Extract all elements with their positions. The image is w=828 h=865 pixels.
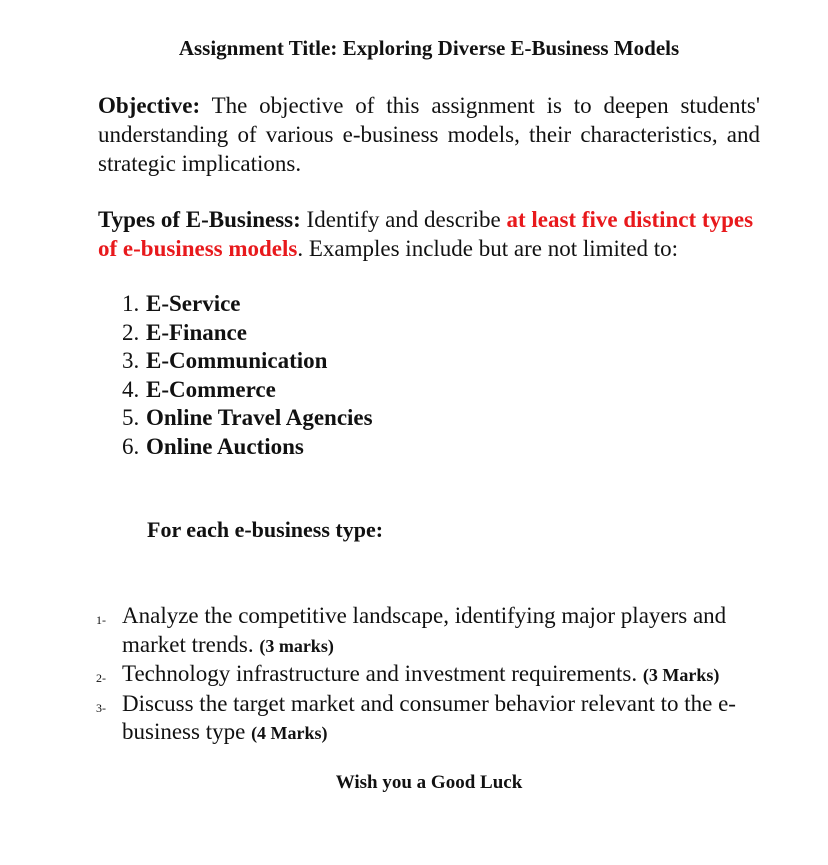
task-marks: (3 Marks) bbox=[642, 665, 720, 685]
list-item: 2. E-Finance bbox=[122, 319, 247, 345]
types-label: Types of E-Business: bbox=[98, 207, 301, 232]
list-item: 3. E-Communication bbox=[122, 348, 328, 373]
types-text-after: . Examples include but are not limited to: bbox=[297, 236, 679, 261]
task-number: 1- bbox=[96, 613, 106, 627]
list-item: 5. Online Travel Agencies bbox=[122, 405, 373, 430]
task-item bbox=[96, 660, 776, 690]
assignment-title: Assignment Title: Exploring Diverse E-Business Models bbox=[178, 36, 680, 60]
task-text: Technology infrastructure and investment requirements. bbox=[122, 661, 643, 686]
task-marks: (4 Marks) bbox=[251, 723, 328, 743]
task-text: Analyze the competitive landscape, identifying major players and market trends. bbox=[122, 603, 727, 657]
ebusiness-types-list bbox=[122, 290, 373, 461]
types-highlight: at least five distinct types of e-business models bbox=[98, 207, 754, 261]
task-marks: (3 marks) bbox=[259, 635, 334, 656]
list-item: 1. E-Service bbox=[122, 291, 241, 316]
list-item: 6. Online Auctions bbox=[122, 433, 304, 459]
task-list bbox=[96, 602, 776, 748]
task-number: 2- bbox=[96, 671, 106, 685]
objective-paragraph bbox=[98, 91, 760, 178]
subheading: For each e-business type: bbox=[147, 517, 384, 542]
task-item bbox=[96, 690, 776, 748]
task-number: 3- bbox=[96, 700, 106, 715]
task-text: Discuss the target market and consumer behavior relevant to the e-business type bbox=[122, 690, 736, 744]
closing-text: Wish you a Good Luck bbox=[335, 772, 523, 793]
types-text-before: Identify and describe bbox=[300, 207, 507, 232]
objective-text: The objective of this assignment is to deepen students' understanding of various e-business models, their characteristics, and strategic implications. bbox=[98, 93, 760, 176]
objective-label: Objective: bbox=[98, 93, 201, 118]
list-item: 4. E-Commerce bbox=[122, 376, 276, 402]
task-item bbox=[96, 602, 776, 660]
types-paragraph bbox=[98, 205, 760, 263]
